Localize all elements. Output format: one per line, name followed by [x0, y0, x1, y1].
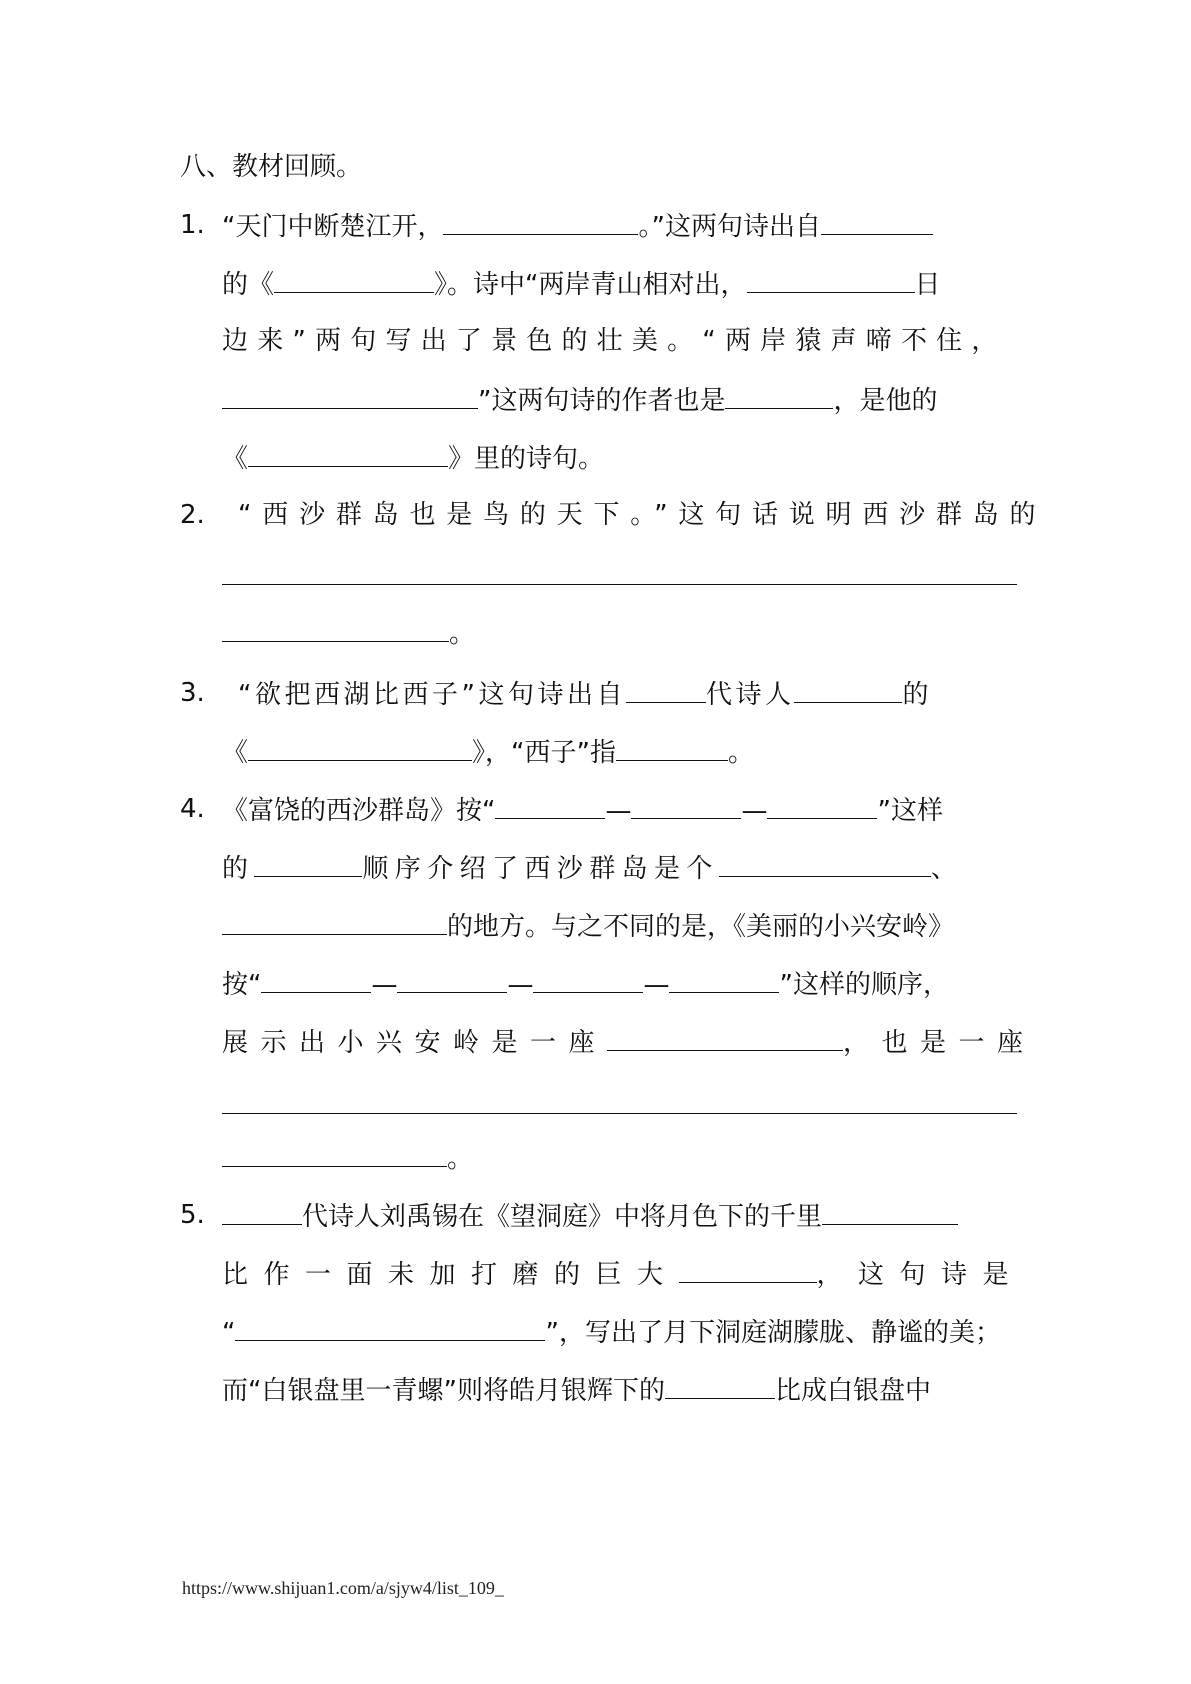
- q3-text: 的: [902, 680, 932, 710]
- q2-text: 。: [449, 619, 476, 649]
- q4-text: 《富饶的西沙群岛》按“: [222, 796, 496, 826]
- q4-blank-order-2[interactable]: [631, 792, 741, 819]
- q3-blank-poet[interactable]: [794, 676, 902, 703]
- q4-text: 按“: [222, 970, 262, 1000]
- q5-blank-verse[interactable]: [235, 1314, 545, 1341]
- question-3-line-2: [222, 734, 754, 770]
- q1-text: 》。诗中“两岸青山相对出，: [434, 270, 747, 300]
- q1-blank-author[interactable]: [725, 382, 833, 409]
- footer-url: https://www.shijuan1.com/a/sjyw4/list_109_: [182, 1578, 504, 1598]
- q4-text: 。: [447, 1144, 474, 1174]
- q4-blank-season-3[interactable]: [533, 966, 643, 993]
- q3-text: “欲把西湖比西子”这句诗出自: [238, 680, 626, 710]
- q3-blank-dynasty[interactable]: [626, 676, 706, 703]
- q4-blank-place-1[interactable]: [719, 850, 931, 877]
- q5-blank-object[interactable]: [822, 1198, 958, 1225]
- q4-text: ”这样的顺序，: [779, 970, 949, 1000]
- q5-blank-island[interactable]: [665, 1372, 775, 1399]
- q1-text: 《: [222, 444, 249, 474]
- question-2-number: 2.: [180, 500, 205, 530]
- q5-text: 代诗人刘禹锡在《望洞庭》中将月色下的千里: [302, 1202, 823, 1232]
- q3-text: 。: [727, 738, 754, 768]
- q4-text: —: [371, 970, 398, 1000]
- q1-blank-verse-2[interactable]: [747, 266, 915, 293]
- question-5-line-4: [222, 1372, 931, 1408]
- q4-text: 展示出小兴安岭是一座: [222, 1028, 608, 1058]
- q4-text: —: [605, 796, 632, 826]
- q1-blank-verse[interactable]: [443, 208, 638, 235]
- q4-text: 的地方。与之不同的是，《美丽的小兴安岭》: [447, 912, 955, 942]
- question-1-line-3: 边来”两句写出了景色的壮美。“两岸猿声啼不住，: [222, 326, 1007, 356]
- q1-text: 》里的诗句。: [448, 444, 605, 474]
- q4-text: 的: [222, 854, 255, 884]
- question-5-line-1: [222, 1198, 958, 1234]
- q5-text: “: [222, 1318, 236, 1348]
- q1-text: “天门中断楚江开，: [222, 212, 444, 242]
- q2-answer-line[interactable]: [222, 584, 1017, 585]
- question-1-line-4: [222, 382, 938, 418]
- question-2-line-1: “西沙群岛也是鸟的天下。”这句话说明西沙群岛的: [238, 500, 1047, 530]
- q4-text: —: [643, 970, 670, 1000]
- q3-text: 》，“西子”指: [472, 738, 616, 768]
- q1-blank-title-2[interactable]: [248, 440, 448, 467]
- q3-blank-xizi[interactable]: [616, 734, 728, 761]
- q4-blank-place-2[interactable]: [222, 908, 447, 935]
- q5-text: ”，写出了月下洞庭湖朦胧、静谧的美；: [545, 1318, 1001, 1348]
- q4-text: 顺序介绍了西沙群岛是个: [362, 854, 719, 884]
- q4-text: —: [507, 970, 534, 1000]
- q1-text: ”这两句诗的作者也是: [478, 386, 726, 416]
- q4-blank-season-2[interactable]: [397, 966, 507, 993]
- q5-text: 而“白银盘里一青螺”则将皓月银辉下的: [222, 1376, 665, 1406]
- q4-blank-desc-2[interactable]: [222, 1140, 447, 1167]
- q4-blank-season-1[interactable]: [261, 966, 371, 993]
- question-1-number: 1.: [180, 210, 205, 240]
- q4-text: ，也是一座: [843, 1028, 1036, 1058]
- question-3-line-1: [238, 676, 932, 712]
- q4-blank-order-type[interactable]: [254, 850, 362, 877]
- q1-text: ，是他的: [833, 386, 938, 416]
- section-title: 八、教材回顾。: [180, 152, 363, 182]
- q5-text: 比成白银盘中: [774, 1376, 931, 1406]
- question-4-line-4: [222, 966, 949, 1002]
- q4-blank-order-3[interactable]: [767, 792, 877, 819]
- question-4-line-3: [222, 908, 954, 944]
- q5-blank-mirror[interactable]: [679, 1256, 817, 1283]
- q3-blank-title[interactable]: [248, 734, 472, 761]
- question-1-line-5: [222, 440, 604, 476]
- question-1-line-1: [222, 208, 933, 244]
- q4-text: ”这样: [877, 796, 943, 826]
- q4-text: —: [741, 796, 768, 826]
- question-5-line-3: [222, 1314, 1001, 1350]
- q5-blank-dynasty[interactable]: [222, 1198, 302, 1225]
- q1-text: 日: [914, 270, 941, 300]
- q1-blank-title[interactable]: [274, 266, 434, 293]
- question-4-line-1: [222, 792, 943, 828]
- q4-blank-desc-1[interactable]: [607, 1024, 843, 1051]
- q4-blank-season-4[interactable]: [669, 966, 779, 993]
- question-5-line-2: [222, 1256, 1024, 1292]
- q4-text: 、: [930, 854, 964, 884]
- q4-blank-order-1[interactable]: [495, 792, 605, 819]
- q5-text: ，这句诗是: [816, 1260, 1025, 1290]
- question-2-line-3: [222, 615, 475, 651]
- question-4-line-2: [222, 850, 963, 886]
- q4-answer-line[interactable]: [222, 1113, 1017, 1114]
- q1-blank-dynasty[interactable]: [821, 208, 933, 235]
- question-3-number: 3.: [180, 678, 205, 708]
- q5-text: 比作一面未加打磨的巨大: [222, 1260, 679, 1290]
- question-1-line-2: [222, 266, 941, 302]
- question-4-line-5: [222, 1024, 1036, 1060]
- q2-blank-end[interactable]: [222, 615, 449, 642]
- q3-text: 代诗人: [705, 680, 795, 710]
- q1-text: 。”这两句诗出自: [638, 212, 821, 242]
- q3-text: 《: [222, 738, 249, 768]
- question-4-line-7: [222, 1140, 473, 1176]
- q1-text: 的《: [222, 270, 275, 300]
- question-4-number: 4.: [180, 794, 205, 824]
- q1-blank-verse-3[interactable]: [222, 382, 478, 409]
- question-5-number: 5.: [180, 1200, 205, 1230]
